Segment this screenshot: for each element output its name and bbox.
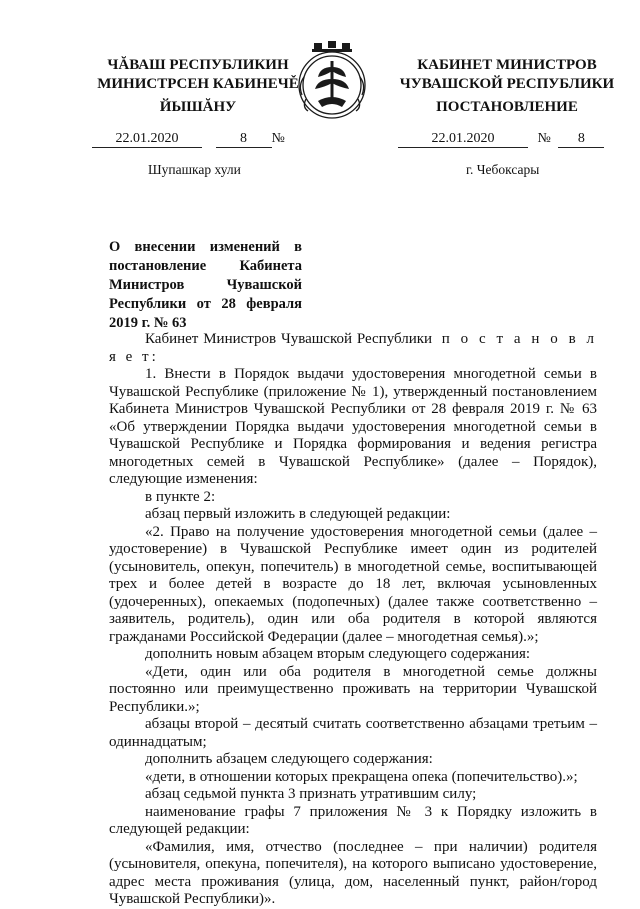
paragraph-8: дополнить абзацем следующего содержания:: [145, 751, 433, 767]
right-header-line1: КАБИНЕТ МИНИСТРОВ: [417, 57, 597, 73]
document-body: [109, 331, 597, 909]
left-number: 8: [216, 131, 272, 148]
intro-paragraph: [109, 331, 597, 366]
right-doc-type: ПОСТАНОВЛЕНИЕ: [436, 99, 578, 115]
left-doc-type: ЙЫШĂНУ: [159, 99, 237, 115]
paragraph-1: 1. Внести в Порядок выдачи удостоверения многодетной семьи в Чувашской Республике (приложение № 1), утвержденный постановлением Кабинета Министров Чувашской Республики от 28 февраля 2019 г. № 63 «Об утверждении Порядка выдачи удостоверения многодетной семьи в Чувашской Республике и Порядка формирования и ведения регистра многодетных семей в Чувашской Республике» (далее – Порядок), следующие изменения:: [109, 366, 597, 487]
paragraph-12: «Фамилия, имя, отчество (последнее – при наличии) родителя (усыновителя, опекуна, попечителя), на которого выписано удостоверение, адрес места проживания (улица, дом, населенный пункт, район/город Чувашской Республики)».: [109, 838, 597, 907]
left-header-line1: ЧĂВАШ РЕСПУБЛИКИН: [107, 57, 289, 73]
paragraph-6: «Дети, один или оба родителя в многодетной семье должны постоянно или преимущественно проживать на территории Чувашской Республики.»;: [109, 663, 597, 715]
right-number: 8: [558, 131, 604, 148]
left-date-number-line: [92, 131, 285, 148]
right-header-title: [382, 56, 632, 94]
right-date-number-line: [398, 131, 604, 148]
paragraph-2: в пункте 2:: [145, 488, 216, 505]
right-place: г. Чебоксары: [466, 162, 540, 177]
chuvash-emblem-icon: [290, 37, 374, 123]
left-date: 22.01.2020: [92, 131, 202, 148]
paragraph-9: «дети, в отношении которых прекращена опека (попечительство).»;: [145, 768, 578, 785]
paragraph-11: наименование графы 7 приложения № 3 к Порядку изложить в следующей редакции:: [109, 803, 597, 837]
intro-action: п о с т а н о в л я е т:: [109, 331, 597, 365]
left-place: Шупашкар хули: [148, 162, 241, 177]
paragraph-5: дополнить новым абзацем вторым следующего содержания:: [145, 646, 531, 662]
paragraph-7: абзацы второй – десятый считать соответственно абзацами третьим – одиннадцатым;: [109, 716, 597, 750]
right-number-sign: №: [537, 131, 551, 146]
intro-text: Кабинет Министров Чувашской Республики: [145, 331, 433, 347]
left-header-line2: МИНИСТРСЕН КАБИНЕЧĚ: [97, 76, 299, 92]
paragraph-10: абзац седьмой пункта 3 признать утратившим силу;: [145, 786, 477, 802]
left-number-sign: №: [271, 131, 285, 146]
paragraph-4: «2. Право на получение удостоверения многодетной семьи (далее – удостоверение) в Чувашской Республике имеет один из родителей (усыновитель, опекун, попечитель) в многодетной семье, воспитывающей трех и более детей в возрасте до 18 лет, включая усыновленных (удочеренных), опекаемых (подопечных) (далее также соответственно – заявитель, родитель), один или оба родителя в которой являются гражданами Российской Федерации (далее – многодетная семья).»;: [109, 523, 597, 645]
right-header-line2: ЧУВАШСКОЙ РЕСПУБЛИКИ: [399, 76, 615, 92]
document-title: О внесении изменений в постановление Кабинета Министров Чувашской Республики от 28 февраля 2019 г. № 63: [109, 239, 302, 331]
right-date: 22.01.2020: [398, 131, 528, 148]
paragraph-3: абзац первый изложить в следующей редакции:: [145, 506, 451, 522]
left-header-title: [90, 56, 306, 94]
